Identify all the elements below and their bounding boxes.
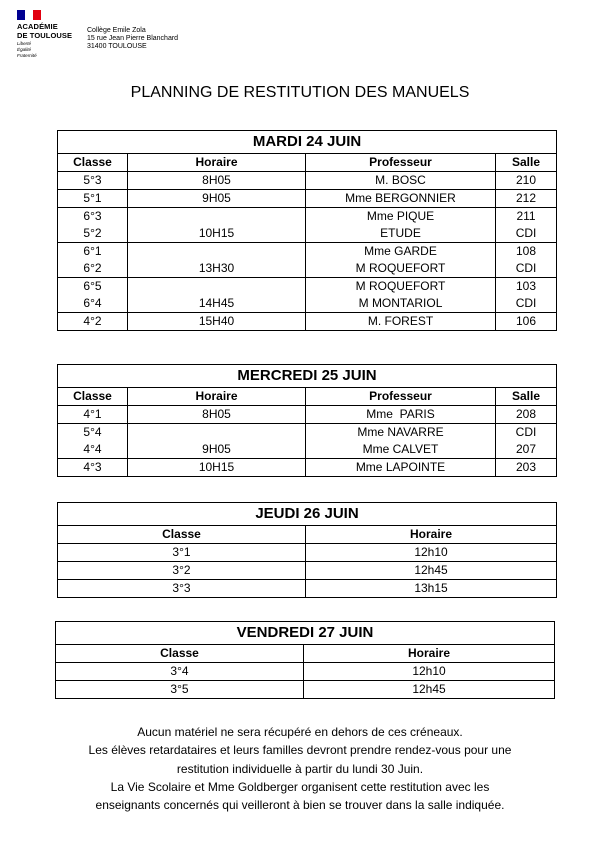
cell-salle: CDI (496, 260, 557, 278)
cell-salle: 208 (496, 406, 557, 424)
cell-horaire: 14H45 (128, 295, 306, 313)
table-row (58, 278, 557, 296)
schedule-table-vendredi (55, 621, 555, 699)
academie-logo (17, 10, 87, 59)
cell-classe: 3°5 (56, 681, 304, 699)
address-line: 15 rue Jean Pierre Blanchard (87, 35, 179, 42)
column-header: Horaire (128, 154, 306, 172)
table-row (58, 313, 557, 331)
cell-professeur: M ROQUEFORT (306, 260, 496, 278)
table-row (58, 190, 557, 208)
cell-classe: 6°2 (58, 260, 128, 278)
column-header: Horaire (306, 526, 557, 544)
column-header: Classe (56, 645, 304, 663)
column-header: Professeur (306, 388, 496, 406)
column-header: Classe (58, 388, 128, 406)
cell-professeur: Mme PARIS (306, 406, 496, 424)
table-row (58, 295, 557, 313)
schedule-table-mardi (57, 130, 557, 331)
cell-classe: 5°2 (58, 225, 128, 243)
cell-classe: 6°4 (58, 295, 128, 313)
cell-classe: 3°1 (58, 544, 306, 562)
page-title: PLANNING DE RESTITUTION DES MANUELS (130, 84, 470, 101)
cell-horaire: 12h10 (306, 544, 557, 562)
cell-classe: 6°5 (58, 278, 128, 296)
cell-professeur: M MONTARIOL (306, 295, 496, 313)
column-header: Classe (58, 154, 128, 172)
table-row (58, 406, 557, 424)
cell-horaire: 15H40 (128, 313, 306, 331)
cell-horaire: 10H15 (128, 225, 306, 243)
column-header: Professeur (306, 154, 496, 172)
cell-professeur: M. FOREST (306, 313, 496, 331)
cell-horaire (128, 278, 306, 296)
cell-classe: 4°3 (58, 459, 128, 477)
day-title: JEUDI 26 JUIN (58, 503, 557, 526)
cell-classe: 6°3 (58, 208, 128, 226)
notice-line: Les élèves retardataires et leurs familles devront prendre rendez-vous pour une (88, 743, 512, 758)
cell-salle: 108 (496, 243, 557, 261)
cell-salle: CDI (496, 225, 557, 243)
cell-horaire (128, 208, 306, 226)
column-header: Salle (496, 388, 557, 406)
address-line: 31400 TOULOUSE (87, 43, 147, 50)
table-row (58, 208, 557, 226)
cell-professeur: Mme NAVARRE (306, 424, 496, 442)
cell-horaire (128, 243, 306, 261)
cell-classe: 5°1 (58, 190, 128, 208)
flag-red (33, 10, 41, 20)
cell-classe: 6°1 (58, 243, 128, 261)
cell-classe: 3°3 (58, 580, 306, 598)
cell-salle: 211 (496, 208, 557, 226)
table-row (58, 441, 557, 459)
cell-salle: 103 (496, 278, 557, 296)
cell-horaire: 10H15 (128, 459, 306, 477)
cell-classe: 4°1 (58, 406, 128, 424)
column-header: Classe (58, 526, 306, 544)
table-row (58, 260, 557, 278)
flag-white (25, 10, 33, 20)
cell-horaire: 12h10 (304, 663, 555, 681)
logo-line2: DE TOULOUSE (17, 31, 73, 40)
cell-horaire: 13h15 (306, 580, 557, 598)
cell-professeur: Mme GARDE (306, 243, 496, 261)
table-row (58, 243, 557, 261)
school-address (87, 27, 178, 51)
address-line: Collège Emile Zola (87, 27, 146, 34)
table-row (56, 681, 555, 699)
cell-classe: 3°4 (56, 663, 304, 681)
cell-horaire: 8H05 (128, 406, 306, 424)
column-header: Salle (496, 154, 557, 172)
cell-salle: 212 (496, 190, 557, 208)
cell-professeur: ETUDE (306, 225, 496, 243)
cell-professeur: Mme PIQUE (306, 208, 496, 226)
cell-professeur: Mme LAPOINTE (306, 459, 496, 477)
cell-professeur: Mme CALVET (306, 441, 496, 459)
cell-horaire: 8H05 (128, 172, 306, 190)
table-row (58, 544, 557, 562)
table-row (56, 663, 555, 681)
cell-horaire: 13H30 (128, 260, 306, 278)
notice-line: enseignants concernés qui veilleront à bien se trouver dans la salle indiquée. (95, 798, 505, 813)
column-header: Horaire (128, 388, 306, 406)
cell-horaire: 12h45 (304, 681, 555, 699)
table-row (58, 172, 557, 190)
cell-classe: 4°4 (58, 441, 128, 459)
cell-salle: CDI (496, 424, 557, 442)
cell-professeur: M. BOSC (306, 172, 496, 190)
cell-salle: 207 (496, 441, 557, 459)
cell-horaire (128, 424, 306, 442)
notice-line: Aucun matériel ne sera récupéré en dehors de ces créneaux. (137, 725, 463, 739)
footer-notice (0, 723, 600, 814)
day-title: MERCREDI 25 JUIN (58, 365, 557, 388)
motto-liberte: Liberté (17, 41, 32, 46)
table-row (58, 459, 557, 477)
cell-horaire: 12h45 (306, 562, 557, 580)
motto-egalite: Égalité (17, 47, 32, 53)
motto-fraternite: Fraternité (17, 53, 37, 59)
cell-classe: 4°2 (58, 313, 128, 331)
cell-salle: 203 (496, 459, 557, 477)
notice-line: La Vie Scolaire et Mme Goldberger organisent cette restitution avec les (110, 779, 490, 794)
cell-classe: 5°4 (58, 424, 128, 442)
schedule-table-mercredi (57, 364, 557, 477)
french-flag-icon (17, 10, 41, 20)
cell-salle: CDI (496, 295, 557, 313)
notice-line: restitution individuelle à partir du lundi 30 Juin. (176, 761, 424, 776)
cell-professeur: Mme BERGONNIER (306, 190, 496, 208)
cell-classe: 3°2 (58, 562, 306, 580)
table-row (58, 580, 557, 598)
cell-salle: 210 (496, 172, 557, 190)
logo-line1: ACADÉMIE (17, 22, 58, 31)
table-row (58, 225, 557, 243)
day-title: VENDREDI 27 JUIN (56, 622, 555, 645)
table-row (58, 424, 557, 442)
day-title: MARDI 24 JUIN (58, 131, 557, 154)
schedule-table-jeudi (57, 502, 557, 598)
table-row (58, 562, 557, 580)
cell-classe: 5°3 (58, 172, 128, 190)
cell-horaire: 9H05 (128, 441, 306, 459)
flag-blue (17, 10, 25, 20)
cell-salle: 106 (496, 313, 557, 331)
column-header: Horaire (304, 645, 555, 663)
cell-professeur: M ROQUEFORT (306, 278, 496, 296)
cell-horaire: 9H05 (128, 190, 306, 208)
